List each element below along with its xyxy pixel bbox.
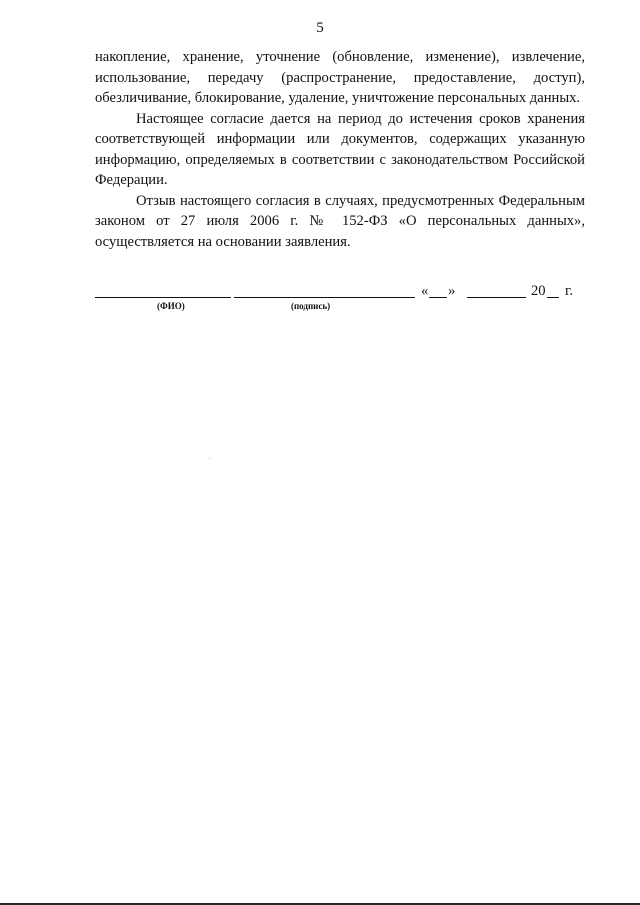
paragraph-processing-actions: накопление, хранение, уточнение (обновление, изменение), извлечение, использование, передачу (распространение, предоставление, доступ), обезличивание, блокирование, удаление, уничтожение персональных данных. bbox=[95, 49, 585, 106]
paragraph-consent-revocation: Отзыв настоящего согласия в случаях, предусмотренных Федеральным законом от 27 июля 2006 г. № 152-ФЗ «О персональных данных», осуществляется на основании заявления. bbox=[95, 192, 585, 250]
day-line[interactable] bbox=[429, 297, 447, 298]
document-body bbox=[95, 47, 585, 252]
month-line[interactable] bbox=[467, 297, 526, 298]
paragraph-consent-period: Настоящее согласие дается на период до истечения сроков хранения соответствующей информации или документов, содержащих указанную информацию, определяемых в соответствии с законодательством Российской Федерации. bbox=[95, 110, 585, 188]
year-suffix: г. bbox=[565, 283, 573, 299]
page-number: 5 bbox=[316, 20, 324, 36]
signature-line[interactable] bbox=[234, 297, 415, 298]
date-quote-open: « bbox=[421, 283, 429, 299]
date-quote-close: » bbox=[448, 283, 456, 299]
scan-speck bbox=[209, 458, 210, 459]
signature-caption: (подпись) bbox=[291, 301, 331, 311]
name-caption: (ФИО) bbox=[157, 301, 185, 311]
signature-row bbox=[95, 282, 585, 302]
year-prefix: 20 bbox=[531, 283, 546, 299]
year-line[interactable] bbox=[547, 297, 559, 298]
name-line[interactable] bbox=[95, 297, 231, 298]
